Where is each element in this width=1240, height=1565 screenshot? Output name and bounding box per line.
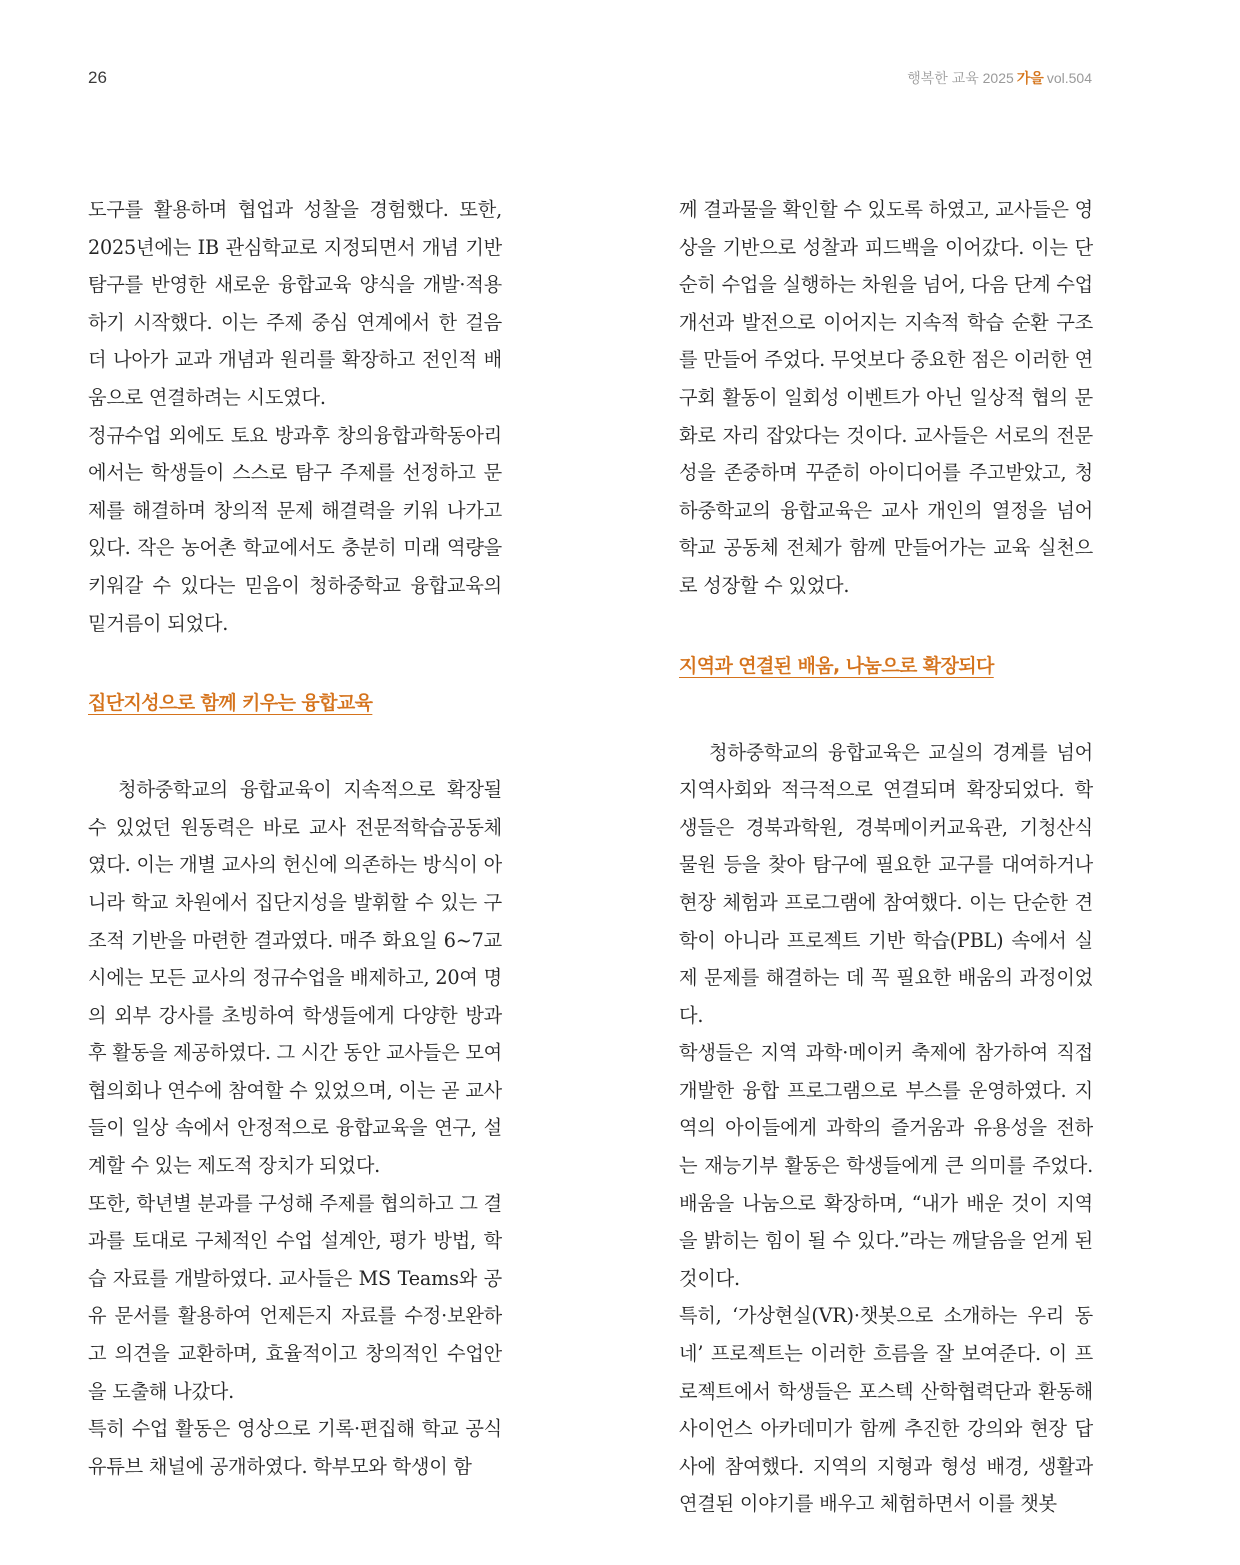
paragraph: 청하중학교의 융합교육이 지속적으로 확장될 수 있었던 원동력은 바로 교사 전문적학습공동체였다. 이는 개별 교사의 헌신에 의존하는 방식이 아니라 학교 차원에서 집단지성을 발휘할 수 있는 구조적 기반을 마련한 결과였다. 매주 화요일 6~7교시에는 모든 교사의 정규수업을 배제하고, 20여 명의 외부 강사를 초빙하여 학생들에게 다양한 방과후 활동을 제공하였다. 그 시간 동안 교사들은 모여 협의회나 연수에 참여할 수 있었으며, 이는 곧 교사들이 일상 속에서 안정적으로 융합교육을 연구, 설계할 수 있는 제도적 장치가 되었다. bbox=[88, 778, 502, 1178]
paragraph: 또한, 학년별 분과를 구성해 주제를 협의하고 그 결과를 토대로 구체적인 수업 설계안, 평가 방법, 학습 자료를 개발하였다. 교사들은 MS Teams와 공유 문서를 활용하여 언제든지 자료를 수정·보완하고 의견을 교환하며, 효율적이고 창의적인 수업안을 도출해 나갔다. bbox=[88, 1191, 502, 1403]
paragraph: 청하중학교의 융합교육은 교실의 경계를 넘어 지역사회와 적극적으로 연결되며 확장되었다. 학생들은 경북과학원, 경북메이커교육관, 기청산식물원 등을 찾아 탐구에 필요한 교구를 대여하거나 현장 체험과 프로그램에 참여했다. 이는 단순한 견학이 아니라 프로젝트 기반 학습(PBL) 속에서 실제 문제를 해결하는 데 꼭 필요한 배움의 과정이었다. bbox=[679, 740, 1093, 1027]
section-heading-text: 집단지성으로 함께 키우는 융합교육 bbox=[88, 692, 373, 715]
left-column bbox=[88, 191, 502, 1485]
page-number: 26 bbox=[88, 68, 107, 87]
season-label: 가을 bbox=[1016, 70, 1044, 86]
section-heading bbox=[88, 688, 502, 718]
publication-title: 행복한 교육 2025 bbox=[907, 70, 1014, 86]
volume-label: vol.504 bbox=[1046, 70, 1092, 86]
paragraph: 정규수업 외에도 토요 방과후 창의융합과학동아리에서는 학생들이 스스로 탐구 주제를 선정하고 문제를 해결하며 창의적 문제 해결력을 키워 나가고 있다. 작은 농어촌 학교에서도 충분히 미래 역량을 키워갈 수 있다는 믿음이 청하중학교 융합교육의 밑거름이 되었다. bbox=[88, 423, 502, 635]
paragraph: 께 결과물을 확인할 수 있도록 하였고, 교사들은 영상을 기반으로 성찰과 피드백을 이어갔다. 이는 단순히 수업을 실행하는 차원을 넘어, 다음 단계 수업 개선과 발전으로 이어지는 지속적 학습 순환 구조를 만들어 주었다. 무엇보다 중요한 점은 이러한 연구회 활동이 일회성 이벤트가 아닌 일상적 협의 문화로 자리 잡았다는 것이다. 교사들은 서로의 전문성을 존중하며 꾸준히 아이디어를 주고받았고, 청하중학교의 융합교육은 교사 개인의 열정을 넘어 학교 공동체 전체가 함께 만들어가는 교육 실천으로 성장할 수 있었다. bbox=[679, 198, 1093, 597]
paragraph: 특히 수업 활동은 영상으로 기록·편집해 학교 공식 유튜브 채널에 공개하였다. 학부모와 학생이 함 bbox=[88, 1417, 502, 1478]
section-heading-text: 지역과 연결된 배움, 나눔으로 확장되다 bbox=[679, 654, 994, 677]
paragraph: 학생들은 지역 과학·메이커 축제에 참가하여 직접 개발한 융합 프로그램으로 부스를 운영하였다. 지역의 아이들에게 과학의 즐거움과 유용성을 전하는 재능기부 활동은 학생들에게 큰 의미를 주었다. 배움을 나눔으로 확장하며, “내가 배운 것이 지역을 밝히는 힘이 될 수 있다.”라는 깨달음을 얻게 된 것이다. bbox=[679, 1041, 1093, 1290]
paragraph: 도구를 활용하며 협업과 성찰을 경험했다. 또한, 2025년에는 IB 관심학교로 지정되면서 개념 기반 탐구를 반영한 새로운 융합교육 양식을 개발·적용하기 시작했다. 이는 주제 중심 연계에서 한 걸음 더 나아가 교과 개념과 원리를 확장하고 전인적 배움으로 연결하려는 시도였다. bbox=[88, 198, 502, 409]
paragraph: 특히, ‘가상현실(VR)·챗봇으로 소개하는 우리 동네’ 프로젝트는 이러한 흐름을 잘 보여준다. 이 프로젝트에서 학생들은 포스텍 산학협력단과 환동해 사이언스 아카데미가 함께 추진한 강의와 현장 답사에 참여했다. 지역의 지형과 형성 배경, 생활과 연결된 이야기를 배우고 체험하면서 이를 챗봇 bbox=[679, 1304, 1093, 1516]
running-header bbox=[907, 68, 1092, 88]
section-heading bbox=[679, 651, 1093, 681]
right-column bbox=[679, 191, 1093, 1523]
